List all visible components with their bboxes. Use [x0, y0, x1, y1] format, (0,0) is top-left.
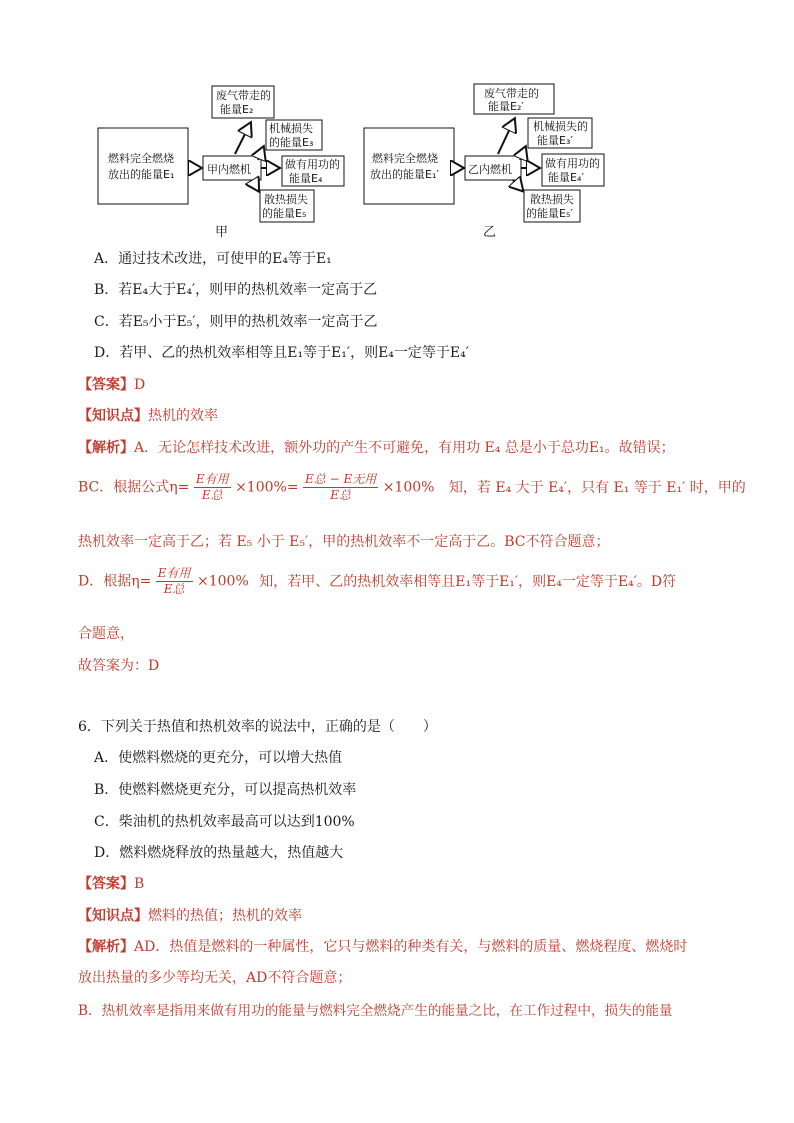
q6-option-b: B．使燃料燃烧更充分，可以提高热机效率: [94, 782, 357, 798]
answer-tag: 【答案】: [78, 377, 134, 393]
q5-option-d: D．若甲、乙的热机效率相等且E₁等于E₁′，则E₄一定等于E₄′: [94, 345, 469, 361]
kp-tag: 【知识点】: [78, 408, 148, 424]
caption-yi: 乙: [483, 225, 497, 240]
exhaust-line2: 能量E₂′: [488, 100, 524, 113]
q5-option-c: C．若E₅小于E₅′，则甲的热机效率一定高于乙: [94, 314, 378, 330]
fraction-2-num: E总 − E无用: [305, 472, 377, 486]
fraction-2-den: E总: [330, 488, 351, 502]
exhaust-line1: 废气带走的: [216, 89, 271, 102]
source-line1: 燃料完全燃烧: [372, 152, 438, 165]
caption-jia: 甲: [215, 225, 229, 240]
q5-analysis-bc-line2: 热机效率一定高于乙；若 E₅ 小于 E₅′，甲的热机效率不一定高于乙。BC不符合题意；: [78, 534, 610, 550]
kp-value: 热机的效率: [148, 408, 218, 424]
exhaust-line1: 废气带走的: [484, 87, 539, 100]
answer-value: D: [134, 377, 146, 393]
heat-line2: 的能量E₅′: [526, 207, 573, 220]
fraction-3-num: E有用: [157, 566, 191, 580]
mech-line2: 的能量E₃: [269, 136, 314, 149]
q5-analysis-bc: [78, 472, 746, 503]
q5-analysis-d-line2: 合题意，: [78, 626, 134, 642]
d-eq-end: ×100%: [197, 573, 249, 590]
source-box: [98, 128, 188, 204]
mech-line1: 机械损失的: [533, 120, 588, 133]
kp-value: 燃料的热值；热机的效率: [148, 908, 302, 924]
useful-line1: 做有用功的: [545, 157, 600, 170]
q5-option-b: B．若E₄大于E₄′，则甲的热机效率一定高于乙: [94, 282, 378, 298]
fraction-1: [194, 472, 231, 503]
q6-option-a: A．使燃料燃烧的更充分，可以增大热值: [94, 750, 343, 766]
q5-analysis-d: [78, 566, 676, 597]
eq-end: ×100%: [382, 479, 435, 496]
useful-line2: 能量E₄′: [548, 171, 584, 184]
diagram-jia: [90, 80, 360, 240]
useful-line1: 做有用功的: [285, 158, 340, 171]
q6-analysis-ad: [78, 936, 687, 956]
fraction-3: [156, 566, 193, 597]
source-line2: 放出的能量E₁: [108, 168, 175, 181]
kp-tag: 【知识点】: [78, 908, 148, 924]
answer-value: B: [134, 876, 145, 892]
heat-line1: 散热损失: [264, 193, 308, 206]
bc-suffix: 知，若 E₄ 大于 E₄′，只有 E₁ 等于 E₁′ 时，甲的: [448, 479, 746, 496]
diagram-yi: [358, 80, 608, 240]
source-box: [364, 128, 454, 204]
exhaust-line2: 能量E₂: [220, 103, 254, 116]
q6-answer: [78, 873, 144, 893]
fraction-1-num: E有用: [195, 472, 229, 486]
source-line1: 燃料完全燃烧: [108, 152, 174, 165]
q5-option-a: A．通过技术改进，可使甲的E₄等于E₁: [94, 251, 332, 267]
heat-line1: 散热损失: [530, 193, 574, 206]
bc-prefix: BC．根据公式η=: [78, 479, 190, 496]
q6-stem: 6．下列关于热值和热机效率的说法中，正确的是（ ）: [78, 719, 437, 735]
useful-line2: 能量E₄: [289, 172, 323, 185]
heat-line2: 的能量E₅: [262, 207, 307, 220]
source-line2: 放出的能量E₁′: [370, 168, 439, 181]
q6-analysis-b: B．热机效率是指用来做有用功的能量与燃料完全燃烧产生的能量之比，在工作过程中，损失的能量: [78, 1003, 673, 1019]
q5-analysis-a: [78, 437, 675, 457]
fraction-3-den: E总: [163, 582, 185, 596]
q6-option-d: D．燃料燃烧释放的热量越大，热值越大: [94, 845, 344, 861]
d-prefix: D．根据η=: [78, 573, 152, 590]
analysis-a-text: A．无论怎样技术改进，额外功的产生不可避免，有用功 E₄ 总是小于总功E₁。故错误；: [134, 440, 675, 456]
mech-line1: 机械损失: [269, 122, 313, 135]
eq-mid: ×100%=: [235, 479, 299, 496]
analysis-ad-text: AD．热值是燃料的一种属性，它只与燃料的种类有关，与燃料的质量、燃烧程度、燃烧时: [134, 939, 688, 955]
analysis-tag: 【解析】: [78, 939, 134, 955]
answer-tag: 【答案】: [78, 876, 134, 892]
fraction-2: [303, 472, 378, 503]
engine-label: 甲内燃机: [207, 163, 251, 176]
analysis-tag: 【解析】: [78, 440, 134, 456]
q6-option-c: C．柴油机的热机效率最高可以达到100%: [94, 814, 355, 830]
d-suffix: 知，若甲、乙的热机效率相等且E₁等于E₁′，则E₄一定等于E₄′。D符: [259, 573, 677, 590]
mech-line2: 能量E₃′: [537, 134, 573, 147]
q6-knowledge-point: [78, 905, 302, 925]
q6-analysis-ad-line2: 放出热量的多少等均无关，AD不符合题意；: [78, 970, 352, 986]
q5-answer: [78, 374, 145, 394]
fraction-1-den: E总: [201, 488, 223, 502]
q5-conclusion: 故答案为：D: [78, 658, 160, 674]
q5-knowledge-point: [78, 405, 218, 425]
engine-label: 乙内燃机: [468, 163, 512, 176]
